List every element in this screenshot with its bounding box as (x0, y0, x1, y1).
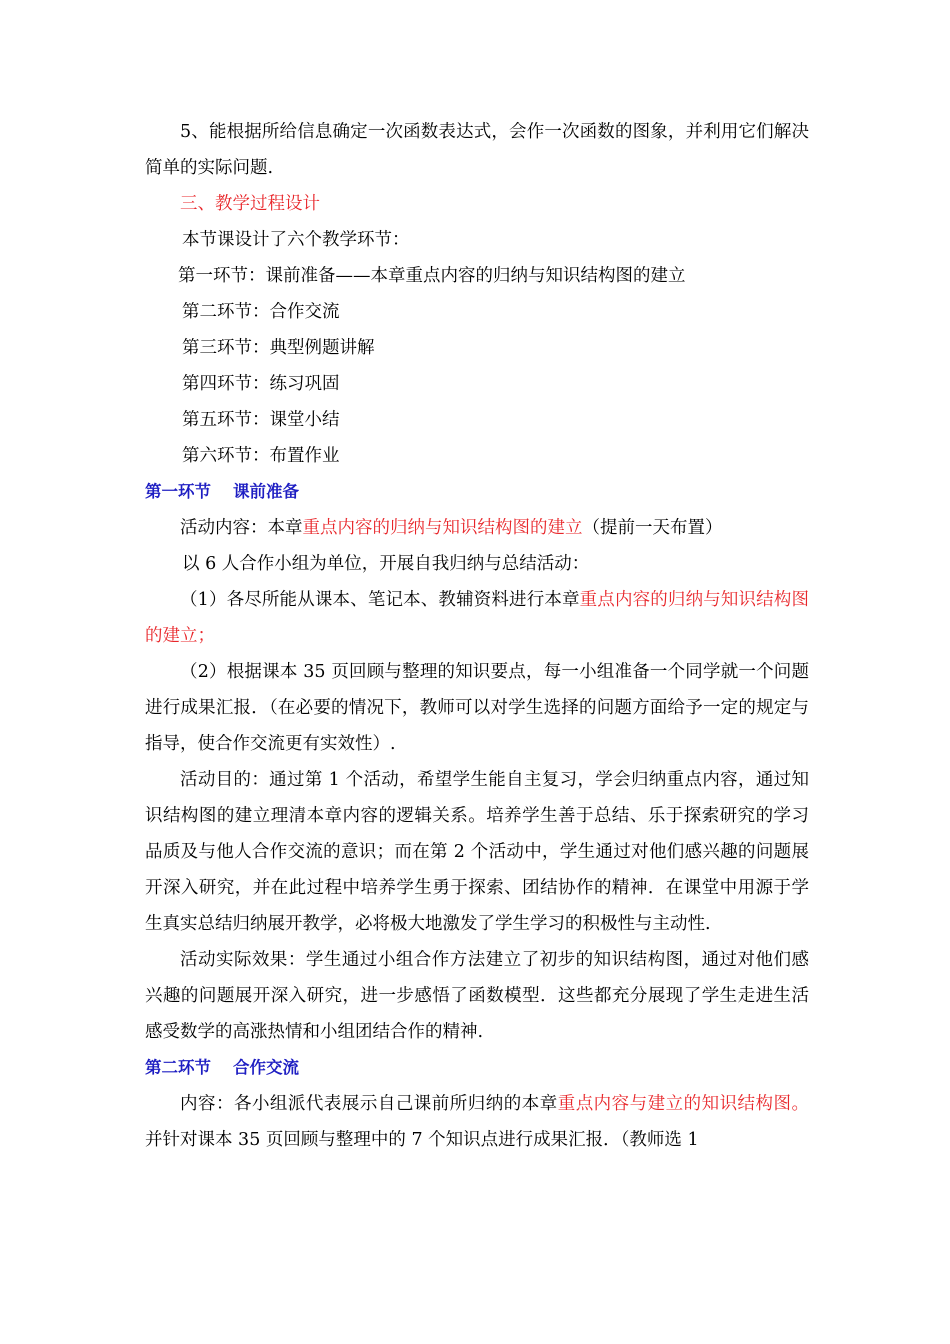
part-1-item-1-prefix: （1）各尽所能从课本、笔记本、教辅资料进行本章 (180, 590, 580, 610)
section-3-heading: 三、教学过程设计 (180, 194, 320, 214)
part-1-group-line: 以 6 人合作小组为单位，开展自我归纳与总结活动： (182, 554, 590, 574)
part-2-content-prefix: 内容：各小组派代表展示自己课前所归纳的本章 (180, 1094, 558, 1114)
teaching-steps-list (145, 258, 809, 474)
part-1-activity-content (145, 510, 809, 546)
objective-5-paragraph: 5、能根据所给信息确定一次函数表达式，会作一次函数的图象，并利用它们解决简单的实际问题. (145, 122, 809, 178)
part-1-item-1 (145, 582, 809, 654)
part-1-item-1-highlight: 重点内容的归纳与知识结构图的建立； (145, 590, 809, 646)
part-2-heading-title: 合作交流 (233, 1058, 299, 1077)
part-2-heading-label: 第二环节 (145, 1058, 211, 1077)
teaching-step-3: 第三环节：典型例题讲解 (182, 338, 375, 358)
part-2-content (145, 1086, 809, 1158)
part-2-content-suffix: 并针对课本 35 页回顾与整理中的 7 个知识点进行成果汇报．（教师选 1 (145, 1130, 699, 1150)
document-page (145, 114, 809, 1158)
part-1-activity-effect: 活动实际效果：学生通过小组合作方法建立了初步的知识结构图，通过对他们感兴趣的问题展开深入研究，进一步感悟了函数模型．这些都充分展现了学生走进生活感受数学的高涨热情和小组团结合作的精神. (145, 950, 809, 1042)
part-1-heading-label: 第一环节 (145, 482, 211, 501)
teaching-step-2: 第二环节：合作交流 (182, 302, 340, 322)
part-1-content-suffix: （提前一天布置） (582, 518, 723, 538)
section-3-intro: 本节课设计了六个教学环节： (182, 230, 410, 250)
part-1-content-highlight: 重点内容的归纳与知识结构图的建立 (302, 518, 583, 538)
part-1-activity-purpose: 活动目的：通过第 1 个活动，希望学生能自主复习，学会归纳重点内容，通过知识结构图的建立理清本章内容的逻辑关系。培养学生善于总结、乐于探索研究的学习品质及与他人合作交流的意识；而在第 2 个活动中，学生通过对他们感兴趣的问题展开深入研究，并在此过程中培养学生勇于探索、团结协作的精神．在课堂中用源于学生真实总结归纳展开教学，必将极大地激发了学生学习的积极性与主动性. (145, 770, 809, 934)
part-1-heading-title: 课前准备 (233, 482, 299, 501)
teaching-step-1: 第一环节：课前准备——本章重点内容的归纳与知识结构图的建立 (178, 266, 686, 286)
teaching-step-5: 第五环节：课堂小结 (182, 410, 340, 430)
part-1-heading (145, 474, 809, 510)
part-1-item-2: （2）根据课本 35 页回顾与整理的知识要点，每一小组准备一个同学就一个问题进行成果汇报．（在必要的情况下，教师可以对学生选择的问题方面给予一定的规定与指导，使合作交流更有实效性）. (145, 662, 809, 754)
teaching-step-4: 第四环节：练习巩固 (182, 374, 340, 394)
teaching-step-6: 第六环节：布置作业 (182, 446, 340, 466)
part-2-content-highlight: 重点内容与建立的知识结构图。 (557, 1094, 810, 1114)
part-2-heading (145, 1050, 809, 1086)
part-1-content-prefix: 活动内容：本章 (180, 518, 303, 538)
